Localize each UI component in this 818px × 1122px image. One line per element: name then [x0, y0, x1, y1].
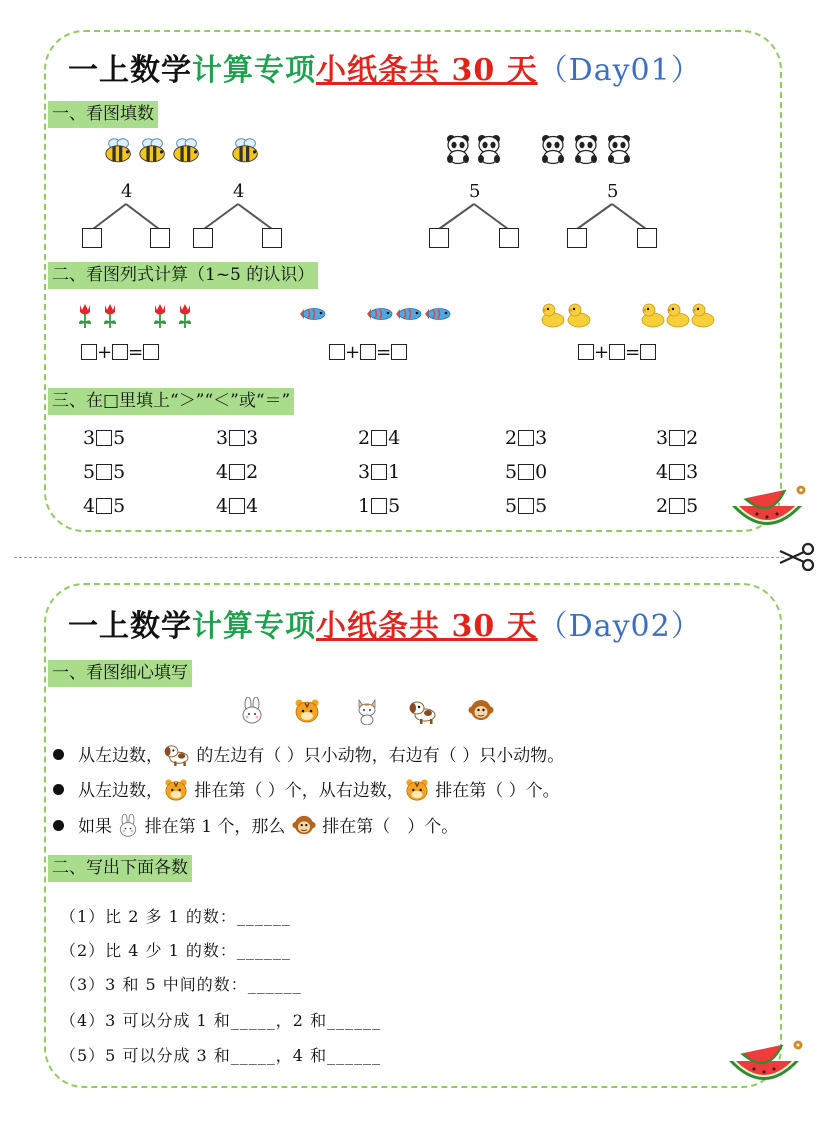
equation-blank: + = — [329, 342, 407, 363]
duck-icon — [642, 304, 664, 327]
duck-icon — [692, 304, 714, 327]
title-prefix: 一上数学 — [68, 609, 192, 644]
scissors-icon — [777, 541, 817, 573]
compare-item — [505, 461, 547, 483]
compare-item — [505, 495, 547, 517]
answer-box[interactable] — [82, 228, 102, 248]
animal-row — [240, 697, 500, 727]
compare-left-number: 5 — [505, 495, 518, 517]
section-label-write-numbers: 二、写出下面各数 — [48, 855, 192, 882]
title-day: （Day01） — [537, 53, 702, 88]
answer-box[interactable] — [499, 228, 519, 248]
fill-question[interactable]: （3）3 和 5 中间的数：______ — [60, 975, 302, 994]
equation-blank: + = — [81, 342, 159, 363]
title-topic: 计算专项 — [192, 609, 316, 644]
compare-item — [216, 461, 258, 483]
duck-icon — [667, 304, 689, 327]
page-title-day02 — [68, 601, 702, 645]
compare-left-number: 4 — [83, 495, 96, 517]
compare-answer-box[interactable] — [229, 498, 245, 514]
compare-answer-box[interactable] — [371, 464, 387, 480]
fish-icon — [300, 309, 325, 320]
answer-box[interactable] — [391, 344, 407, 360]
fill-question[interactable]: （2）比 4 少 1 的数：______ — [60, 941, 291, 960]
compare-item — [358, 427, 400, 449]
compare-item — [83, 461, 125, 483]
dog-icon — [163, 744, 191, 766]
duck-icon — [542, 304, 564, 327]
compare-item — [83, 427, 125, 449]
compare-item — [656, 495, 698, 517]
title-prefix: 一上数学 — [68, 53, 192, 88]
compare-answer-box[interactable] — [96, 464, 112, 480]
tiger-icon — [296, 700, 319, 723]
answer-box[interactable] — [567, 228, 587, 248]
compare-right-number: 0 — [535, 461, 548, 483]
fish-icon — [425, 309, 450, 320]
answer-box[interactable] — [640, 344, 656, 360]
answer-box[interactable] — [637, 228, 657, 248]
compare-answer-box[interactable] — [669, 464, 685, 480]
tulip-groups — [77, 302, 207, 330]
compare-right-number: 3 — [246, 427, 259, 449]
fill-question[interactable]: （1）比 2 多 1 的数：______ — [60, 907, 291, 926]
compare-answer-box[interactable] — [96, 430, 112, 446]
compare-answer-box[interactable] — [518, 464, 534, 480]
fish-icon — [367, 309, 392, 320]
compare-right-number: 2 — [246, 461, 259, 483]
compare-right-number: 3 — [686, 461, 699, 483]
bond-total: 5 — [607, 181, 619, 202]
watermelon-icon — [727, 484, 807, 534]
fill-question[interactable]: （4）3 可以分成 1 和_____，2 和______ — [60, 1011, 382, 1030]
compare-item — [216, 495, 258, 517]
compare-right-number: 5 — [388, 495, 401, 517]
tiger-icon — [404, 778, 430, 802]
tiger-icon — [163, 778, 189, 802]
compare-right-number: 2 — [686, 427, 699, 449]
title-series: 小纸条共 30 天 — [316, 53, 538, 88]
section-label-picture-equations: 二、看图列式计算（1~5 的认识） — [48, 262, 318, 289]
compare-answer-box[interactable] — [371, 498, 387, 514]
answer-box[interactable] — [81, 344, 97, 360]
answer-box[interactable] — [143, 344, 159, 360]
compare-item — [656, 427, 698, 449]
compare-item — [83, 495, 125, 517]
compare-answer-box[interactable] — [371, 430, 387, 446]
cat-icon — [359, 700, 375, 725]
compare-right-number: 3 — [535, 427, 548, 449]
compare-right-number: 5 — [535, 495, 548, 517]
compare-left-number: 2 — [358, 427, 371, 449]
compare-left-number: 3 — [656, 427, 669, 449]
compare-left-number: 3 — [83, 427, 96, 449]
compare-item — [656, 461, 698, 483]
watermelon-icon — [724, 1039, 804, 1089]
dog-icon — [410, 702, 435, 724]
compare-left-number: 3 — [358, 461, 371, 483]
compare-left-number: 3 — [216, 427, 229, 449]
answer-box[interactable] — [609, 344, 625, 360]
compare-right-number: 1 — [388, 461, 401, 483]
compare-right-number: 4 — [388, 427, 401, 449]
compare-item — [358, 461, 400, 483]
compare-item — [358, 495, 400, 517]
compare-right-number: 4 — [246, 495, 259, 517]
answer-box[interactable] — [150, 228, 170, 248]
equation-blank: + = — [578, 342, 656, 363]
compare-left-number: 5 — [505, 461, 518, 483]
bond-total: 4 — [233, 181, 245, 202]
section-label-observe: 一、看图细心填写 — [48, 660, 192, 687]
compare-answer-box[interactable] — [229, 430, 245, 446]
answer-box[interactable] — [360, 344, 376, 360]
compare-answer-box[interactable] — [229, 464, 245, 480]
compare-right-number: 5 — [113, 495, 126, 517]
fish-groups — [298, 307, 458, 323]
compare-left-number: 2 — [656, 495, 669, 517]
duck-icon — [568, 304, 590, 327]
fish-icon — [396, 309, 421, 320]
answer-box[interactable] — [193, 228, 213, 248]
compare-item — [505, 427, 547, 449]
duck-groups — [540, 302, 720, 330]
compare-left-number: 1 — [358, 495, 371, 517]
tulip-icon — [179, 304, 191, 328]
title-day: （Day02） — [537, 609, 702, 644]
compare-left-number: 5 — [83, 461, 96, 483]
title-topic: 计算专项 — [192, 53, 316, 88]
tulip-icon — [154, 304, 166, 328]
answer-box[interactable] — [329, 344, 345, 360]
compare-item — [216, 427, 258, 449]
tulip-icon — [79, 304, 91, 328]
bullet-dot — [53, 784, 64, 795]
tulip-icon — [104, 304, 116, 328]
rabbit-icon — [117, 814, 139, 838]
number-bond-lines — [0, 0, 818, 260]
fill-question[interactable]: （5）5 可以分成 3 和_____，4 和______ — [60, 1046, 382, 1065]
section-label-fill-by-picture: 一、看图填数 — [48, 101, 158, 128]
bullet-question-1: 从左边数， 的左边有（ ）只小动物，右边有（ ）只小动物。 — [53, 741, 564, 766]
monkey-icon — [469, 700, 494, 720]
bullet-question-3: 如果 排在第 1 个，那么 排在第（ ）个。 — [53, 812, 458, 838]
compare-right-number: 5 — [686, 495, 699, 517]
bullet-dot — [53, 820, 64, 831]
bond-total: 5 — [469, 181, 481, 202]
rabbit-icon — [243, 697, 261, 723]
compare-answer-box[interactable] — [669, 430, 685, 446]
cut-line — [14, 557, 784, 558]
compare-answer-box[interactable] — [96, 498, 112, 514]
monkey-icon — [291, 814, 317, 838]
bond-total: 4 — [121, 181, 133, 202]
compare-right-number: 5 — [113, 427, 126, 449]
compare-answer-box[interactable] — [518, 498, 534, 514]
answer-box[interactable] — [429, 228, 449, 248]
title-series: 小纸条共 30 天 — [316, 609, 538, 644]
compare-answer-box[interactable] — [518, 430, 534, 446]
bullet-question-2: 从左边数， 排在第（ ）个，从右边数， 排在第（ ）个。 — [53, 776, 560, 802]
bullet-dot — [53, 749, 64, 760]
compare-left-number: 4 — [216, 461, 229, 483]
compare-left-number: 2 — [505, 427, 518, 449]
compare-answer-box[interactable] — [669, 498, 685, 514]
compare-left-number: 4 — [656, 461, 669, 483]
compare-left-number: 4 — [216, 495, 229, 517]
compare-right-number: 5 — [113, 461, 126, 483]
answer-box[interactable] — [578, 344, 594, 360]
answer-box[interactable] — [262, 228, 282, 248]
section-label-compare: 三、在□里填上“＞”“＜”或“＝” — [48, 388, 294, 415]
answer-box[interactable] — [112, 344, 128, 360]
